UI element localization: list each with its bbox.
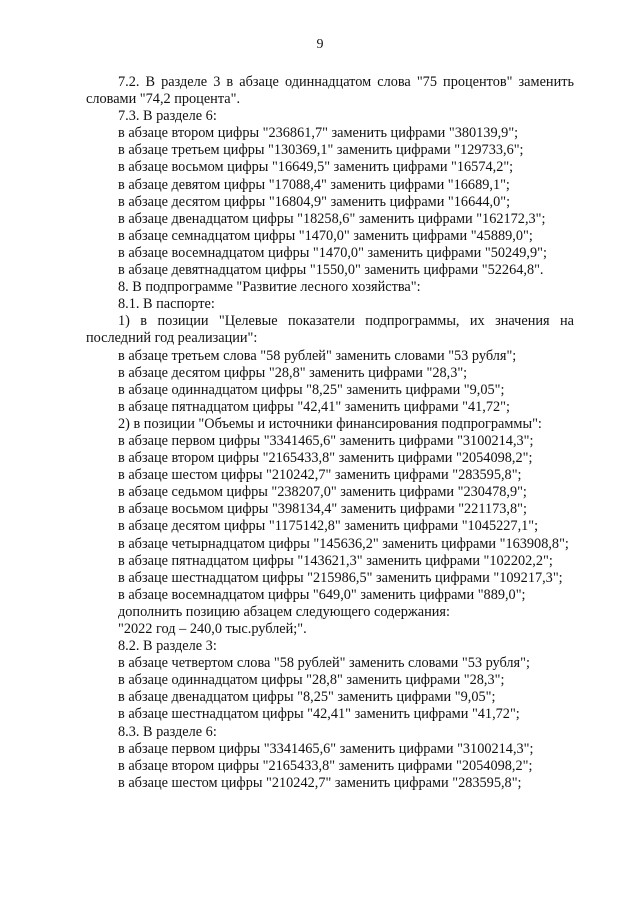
paragraph: 8.2. В разделе 3: — [118, 638, 217, 655]
paragraph: в абзаце втором цифры "236861,7" заменить цифрами "380139,9"; — [118, 125, 519, 142]
paragraph: 8. В подпрограмме "Развитие лесного хозяйства": — [118, 279, 421, 296]
paragraph: в абзаце восемнадцатом цифры "1470,0" заменить цифрами "50249,9"; — [118, 244, 547, 261]
paragraph: 8.3. В разделе 6: — [118, 723, 217, 740]
paragraph: в абзаце четырнадцатом цифры "145636,2" заменить цифрами "163908,8"; — [118, 535, 569, 552]
paragraph: в абзаце третьем цифры "130369,1" заменить цифрами "129733,6"; — [118, 142, 524, 159]
paragraph: в абзаце семнадцатом цифры "1470,0" заменить цифрами "45889,0"; — [118, 227, 533, 244]
paragraph: в абзаце шестнадцатом цифры "215986,5" заменить цифрами "109217,3"; — [118, 569, 563, 586]
paragraph: в абзаце одиннадцатом цифры "28,8" заменить цифрами "28,3"; — [118, 672, 505, 689]
paragraph: 7.2. В разделе 3 в абзаце одиннадцатом слова "75 процентов" заменить словами "74,2 процента". — [86, 74, 574, 108]
paragraph: в абзаце двенадцатом цифры "18258,6" заменить цифрами "162172,3"; — [118, 210, 546, 227]
paragraph: в абзаце восьмом цифры "16649,5" заменить цифрами "16574,2"; — [118, 159, 514, 176]
paragraph: в абзаце девятнадцатом цифры "1550,0" заменить цифрами "52264,8". — [118, 262, 544, 279]
paragraph: в абзаце шестнадцатом цифры "42,41" заменить цифрами "41,72"; — [118, 706, 520, 723]
paragraph: "2022 год – 240,0 тыс.рублей;". — [118, 621, 307, 637]
paragraph: в абзаце девятом цифры "17088,4" заменить цифрами "16689,1"; — [118, 176, 510, 193]
paragraph: 8.1. В паспорте: — [118, 296, 215, 313]
paragraph: в абзаце одиннадцатом цифры "8,25" заменить цифрами "9,05"; — [118, 381, 505, 398]
paragraph: в абзаце третьем слова "58 рублей" заменить словами "53 рубля"; — [118, 347, 517, 364]
paragraph: в абзаце первом цифры "3341465,6" заменить цифрами "3100214,3"; — [118, 432, 534, 449]
paragraph: в абзаце четвертом слова "58 рублей" заменить словами "53 рубля"; — [118, 655, 530, 672]
paragraph: в абзаце пятнадцатом цифры "143621,3" заменить цифрами "102202,2"; — [118, 552, 553, 569]
paragraph: 7.3. В разделе 6: — [118, 108, 217, 125]
paragraph: в абзаце пятнадцатом цифры "42,41" заменить цифрами "41,72"; — [118, 398, 510, 415]
paragraph: в абзаце двенадцатом цифры "8,25" заменить цифрами "9,05"; — [118, 689, 496, 706]
paragraph: в абзаце втором цифры "2165433,8" заменить цифрами "2054098,2"; — [118, 450, 533, 467]
paragraph: 2) в позиции "Объемы и источники финансирования подпрограммы": — [118, 415, 542, 432]
paragraph: в абзаце восемнадцатом цифры "649,0" заменить цифрами "889,0"; — [118, 586, 526, 603]
paragraph: дополнить позицию абзацем следующего содержания: — [118, 603, 450, 620]
paragraph: в абзаце десятом цифры "1175142,8" заменить цифрами "1045227,1"; — [118, 518, 539, 535]
paragraph: в абзаце седьмом цифры "238207,0" заменить цифрами "230478,9"; — [118, 484, 527, 501]
document-body — [86, 74, 574, 792]
paragraph: в абзаце первом цифры "3341465,6" заменить цифрами "3100214,3"; — [118, 740, 534, 757]
paragraph: в абзаце шестом цифры "210242,7" заменить цифрами "283595,8"; — [118, 774, 522, 791]
paragraph: в абзаце втором цифры "2165433,8" заменить цифрами "2054098,2"; — [118, 757, 533, 774]
paragraph: в абзаце шестом цифры "210242,7" заменить цифрами "283595,8"; — [118, 467, 522, 484]
paragraph: 1) в позиции "Целевые показатели подпрограммы, их значения на последний год реализации": — [86, 313, 574, 347]
page-number: 9 — [316, 37, 324, 52]
paragraph: в абзаце десятом цифры "16804,9" заменить цифрами "16644,0"; — [118, 193, 511, 210]
paragraph: в абзаце восьмом цифры "398134,4" заменить цифрами "221173,8"; — [118, 501, 527, 518]
paragraph: в абзаце десятом цифры "28,8" заменить цифрами "28,3"; — [118, 364, 468, 381]
